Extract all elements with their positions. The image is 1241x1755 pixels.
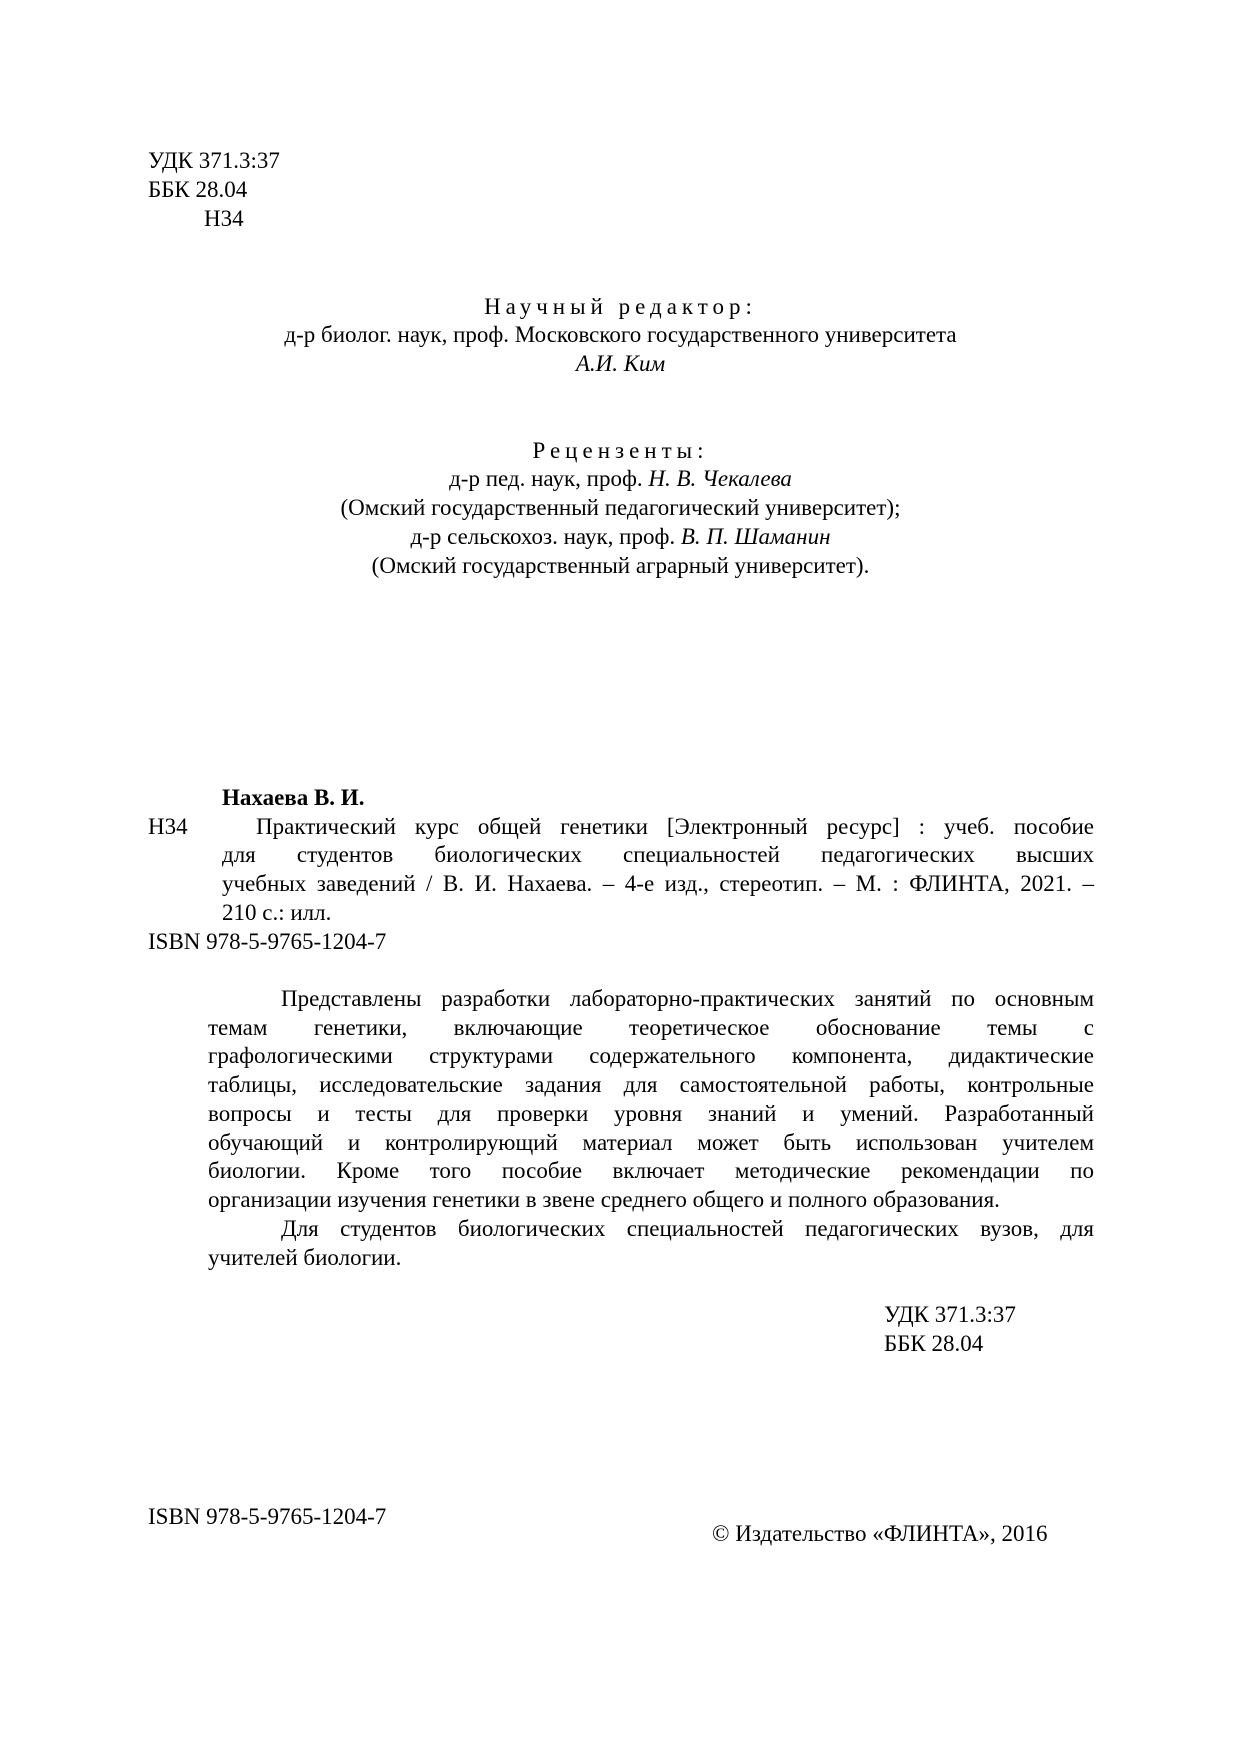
abstract-line: Представлены разработки лабораторно-практических занятий по основным [281, 986, 1094, 1011]
abstract-line: таблицы, исследовательские задания для самостоятельной работы, контрольные [208, 1072, 1094, 1097]
bibliography-isbn: ISBN 978-5-9765-1204-7 [148, 929, 387, 954]
reviewer-1-name: Н. В. Чекалева [648, 466, 792, 491]
reviewer-1-affiliation: (Омский государственный педагогический университет); [340, 495, 901, 520]
abstract-line: темам генетики, включающие теоретическое обоснование темы с [208, 1015, 1094, 1040]
reviewer-2-name: В. П. Шаманин [680, 524, 831, 549]
bottom-udk-code: УДК 371.3:37 [884, 1302, 1016, 1327]
bbk-code: ББК 28.04 [148, 177, 248, 202]
abstract-line: графологическими структурами содержательного компонента, дидактические [208, 1043, 1094, 1068]
editor-credentials: д-р биолог. наук, проф. Московского государственного университета [284, 322, 957, 347]
bibliography-line: учебных заведений / В. И. Нахаева. – 4-е изд., стереотип. – М. : ФЛИНТА, 2021. – [222, 871, 1094, 896]
editor-heading: Научный редактор: [484, 294, 757, 319]
reviewer-2-affiliation: (Омский государственный аграрный университет). [371, 553, 870, 578]
copyright: © Издательство «ФЛИНТА», 2016 [712, 1521, 1048, 1546]
reviewer-2-credentials: д-р сельскохоз. наук, проф. [410, 524, 676, 549]
abstract-line: обучающий и контролирующий материал может быть использован учителем [208, 1130, 1094, 1155]
bibliography-author: Нахаева В. И. [222, 785, 365, 810]
reviewer-2 [0, 523, 1241, 551]
editor-name: А.И. Ким [575, 351, 666, 376]
reviewer-1-credentials: д-р пед. наук, проф. [449, 466, 643, 491]
abstract-line: учителей биологии. [208, 1245, 402, 1270]
abstract-line: организации изучения генетики в звене среднего общего и полного образования. [208, 1187, 1000, 1212]
bibliography-mark: Н34 [148, 814, 188, 839]
abstract-line: вопросы и тесты для проверки уровня знаний и умений. Разработанный [208, 1101, 1094, 1126]
udk-code: УДК 371.3:37 [148, 148, 280, 173]
bottom-bbk-code: ББК 28.04 [884, 1331, 984, 1356]
reviewers-heading: Рецензенты: [532, 438, 709, 463]
author-mark: Н34 [204, 206, 244, 231]
footer-isbn: ISBN 978-5-9765-1204-7 [148, 1504, 387, 1529]
bibliography-line: Практический курс общей генетики [Электронный ресурс] : учеб. пособие [256, 814, 1094, 839]
abstract-line: биологии. Кроме того пособие включает методические рекомендации по [208, 1158, 1094, 1183]
bibliography-line: для студентов биологических специальностей педагогических высших [222, 842, 1094, 867]
bibliography-line: 210 с.: илл. [222, 900, 332, 925]
reviewer-1 [0, 465, 1241, 493]
abstract-line: Для студентов биологических специальностей педагогических вузов, для [281, 1216, 1094, 1241]
